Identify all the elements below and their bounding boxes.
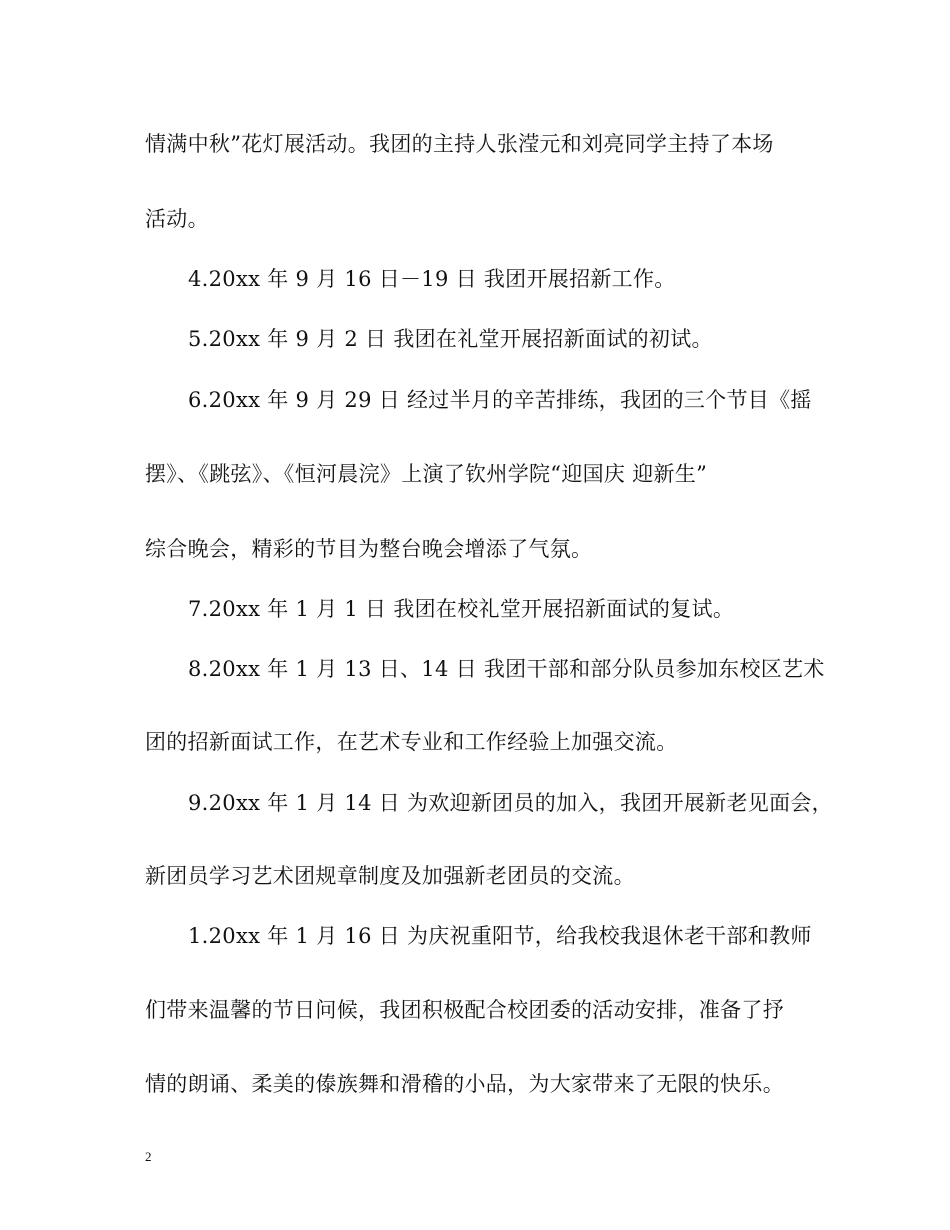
text-line: 情的朗诵、柔美的傣族舞和滑稽的小品，为大家带来了无限的快乐。 (145, 1072, 784, 1096)
text-line: 团的招新面试工作，在艺术专业和工作经验上加强交流。 (145, 730, 678, 754)
list-item-4: 4.20xx 年 9 月 16 日－19 日 我团开展招新工作。 (188, 267, 676, 291)
text-line: 综合晚会，精彩的节目为整台晚会增添了气氛。 (145, 537, 593, 561)
text-line: 新团员学习艺术团规章制度及加强新老团员的交流。 (145, 864, 635, 888)
list-item-8: 8.20xx 年 1 月 13 日、14 日 我团干部和部分队员参加东校区艺术 (188, 657, 825, 681)
text-line: 情满中秋”花灯展活动。我团的主持人张滢元和刘亮同学主持了本场 (145, 132, 774, 156)
list-item-5: 5.20xx 年 9 月 2 日 我团在礼堂开展招新面试的初试。 (188, 327, 713, 351)
list-item-7: 7.20xx 年 1 月 1 日 我团在校礼堂开展招新面试的复试。 (188, 597, 735, 621)
list-item-1: 1.20xx 年 1 月 16 日 为庆祝重阳节，给我校我退休老干部和教师 (188, 924, 812, 948)
list-item-6: 6.20xx 年 9 月 29 日 经过半月的辛苦排练，我团的三个节目《摇 (188, 388, 812, 412)
text-line: 摆》、《跳弦》、《恒河晨浣》上演了钦州学院“迎国庆 迎新生” (145, 462, 708, 486)
text-line: 们带来温馨的节日问候，我团积极配合校团委的活动安排，准备了抒 (145, 998, 784, 1022)
text-line: 活动。 (145, 207, 209, 231)
list-item-9: 9.20xx 年 1 月 14 日 为欢迎新团员的加入，我团开展新老见面会， (188, 791, 833, 815)
page-number: 2 (145, 1149, 152, 1164)
